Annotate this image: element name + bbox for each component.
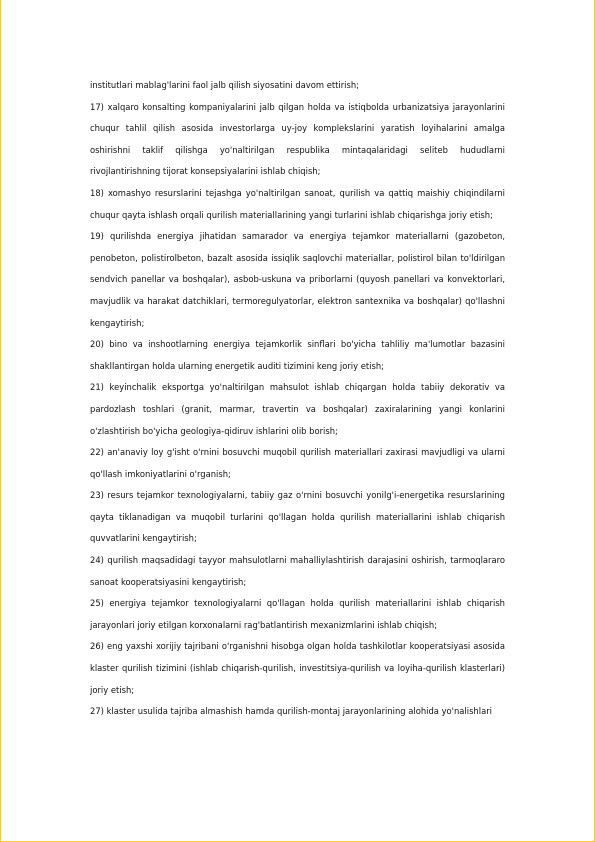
document-body	[90, 75, 505, 723]
paragraph-item-27: 27) klaster usulida tajriba almashish hamda qurilish-montaj jarayonlarining alohida yo'nalishlari	[90, 706, 492, 717]
paragraph-item-26: 26) eng yaxshi xorijiy tajribani o'rganishni hisobga olgan holda tashkilotlar kooperatsiyasi asosida klaster qurilish tizimini (ishlab chiqarish-qurilish, investitsiya-qurilish va loyiha-qurilish klasterlari) joriy etish;	[90, 641, 505, 695]
paragraph-item-21: 21) keyinchalik eksportga yo'naltirilgan mahsulot ishlab chiqargan holda tabiiy dekorativ va pardozlash toshlari (granit, marmar, travertin va boshqalar) zaxiralarining yangi konlarini o'zlashtirish bo'yicha geologiya-qidiruv ishlarini olib borish;	[90, 382, 505, 436]
paragraph-item-25: 25) energiya tejamkor texnologiyalarni qo'llagan holda qurilish materiallarini ishlab chiqarish jarayonlari joriy etilgan korxonalarni rag'batlantirish mexanizmlarini ishlab chiqish;	[90, 598, 505, 630]
paragraph-item-20: 20) bino va inshootlarning energiya tejamkorlik sinflari bo'yicha tahliliy ma'lumotlar bazasini shakllantirgan holda ularning energetik auditi tizimini keng joriy etish;	[90, 339, 505, 371]
paragraph-item-18: 18) xomashyo resurslarini tejashga yo'naltirilgan sanoat, qurilish va qattiq maishiy chiqindilarni chuqur qayta ishlash orqali qurilish materiallarining yangi turlarini ishlab chiqarishga joriy etish;	[90, 187, 505, 220]
paragraph-item-23: 23) resurs tejamkor texnologiyalarni, tabiiy gaz o'rnini bosuvchi yonilg'i-energetika resurslarining qayta tiklanadigan va muqobil turlarini qo'llagan holda qurilish materiallarini ishlab chiqarish quvvatlarini kengaytirish;	[90, 490, 505, 544]
paragraph-item-19: 19) qurilishda energiya jihatidan samarador va energiya tejamkor materiallarni (gazobeton, penobeton, polistirolbeton, bazalt asosida issiqlik saqlovchi materiallar, polistirol bilan to'ldirilgan sendvich panellar va boshqalar), asbob-uskuna va priborlarni (quyosh panellari va konvektorlari, mavjudlik va harakat datchiklari, termoregulyatorlar, elektron santexnika va boshqalar) qo'llashni kengaytirish;	[90, 231, 505, 328]
paragraph-item-17: 17) xalqaro konsalting kompaniyalarini jalb qilgan holda va istiqbolda urbanizatsiya jarayonlarini chuqur tahlil qilish asosida investorlarga uy-joy komplekslarini yaratish loyihalarini amalga oshirishni taklif qilishga yo'naltirilgan respublika mintaqalaridagi seliteb hududlarni rivojlantirishning tijorat konsepsiyalarini ishlab chiqish;	[90, 101, 505, 177]
paragraph-item-22: 22) an'anaviy loy g'isht o'rnini bosuvchi muqobil qurilish materiallari zaxirasi mavjudligi va ularni qo'llash imkoniyatlarini o'rganish;	[90, 447, 505, 479]
paragraph-continuation: institutlari mablag'larini faol jalb qilish siyosatini davom ettirish;	[90, 80, 360, 90]
paragraph-item-24: 24) qurilish maqsadidagi tayyor mahsulotlarni mahalliylashtirish darajasini oshirish, tarmoqlararo sanoat kooperatsiyasini kengaytirish;	[90, 555, 505, 587]
